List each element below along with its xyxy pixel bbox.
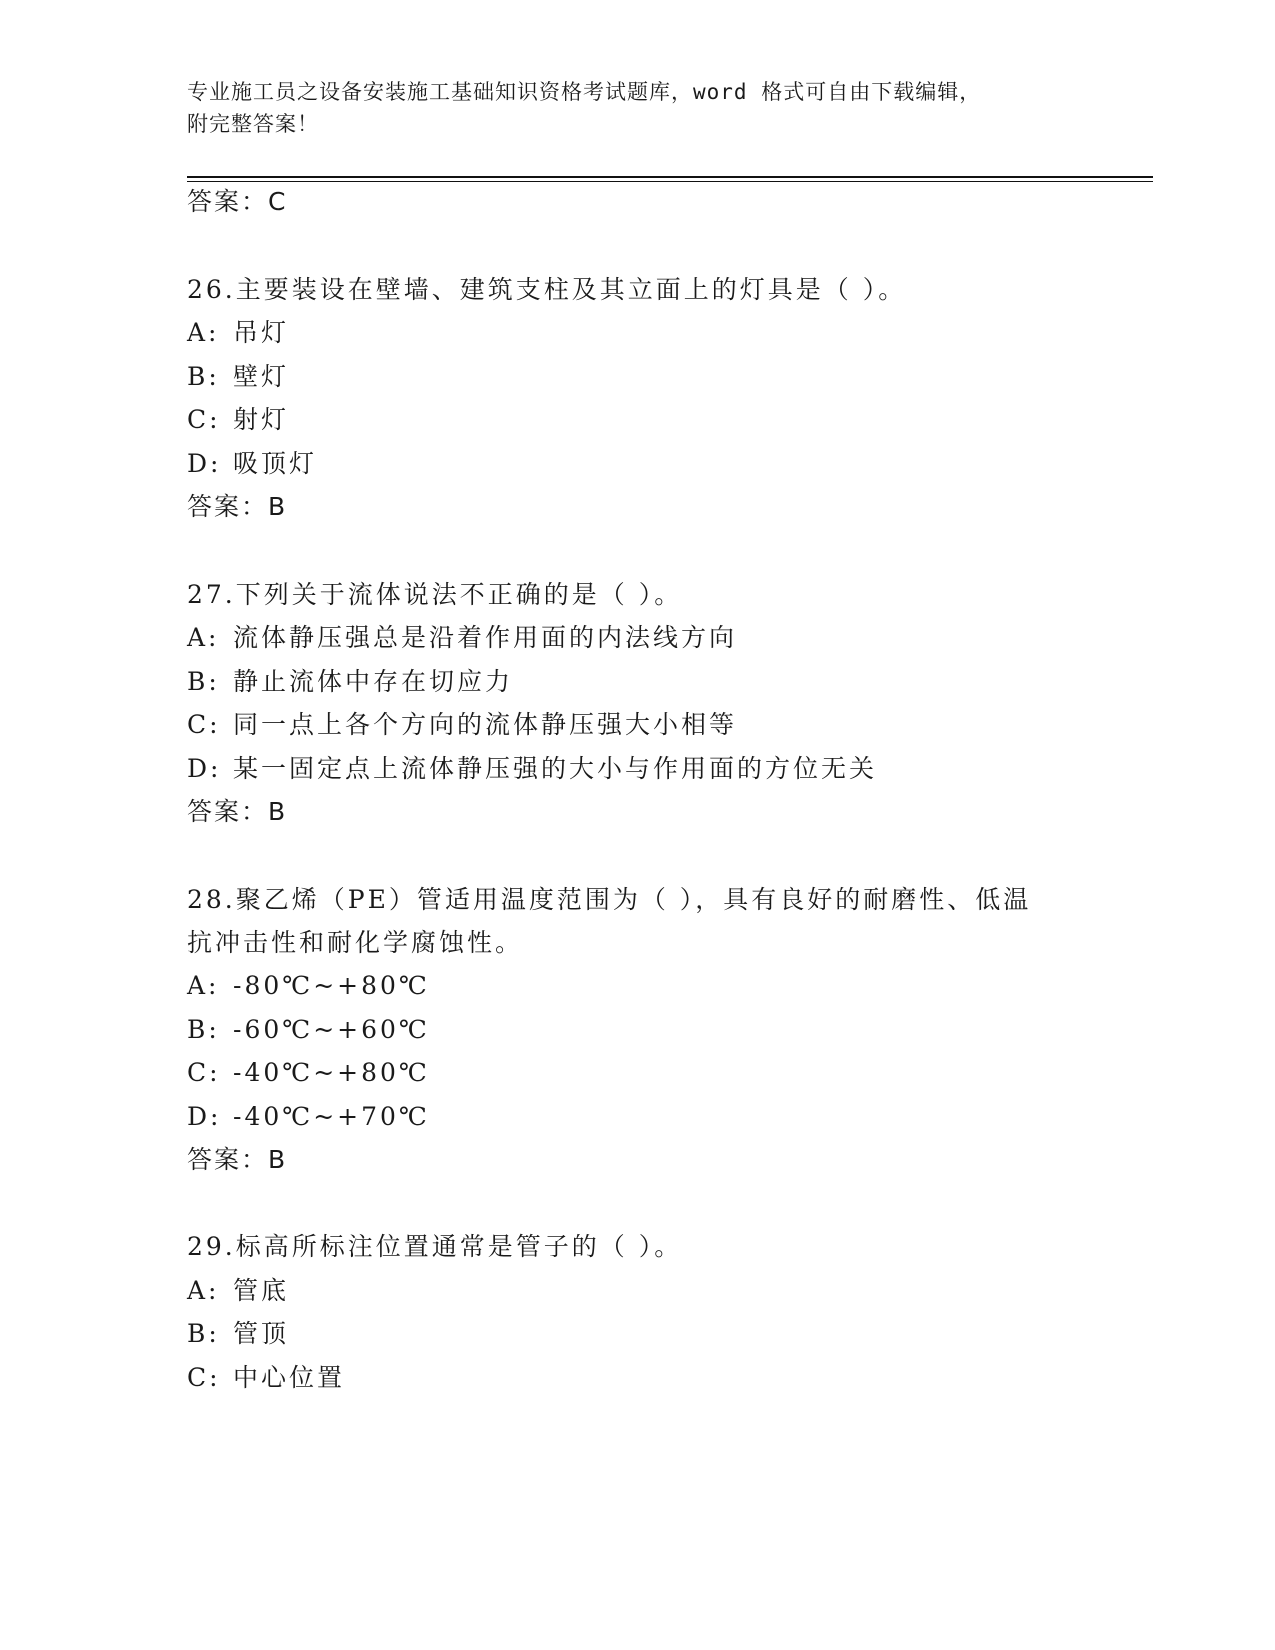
question-28-option-d <box>187 1102 430 1132</box>
question-26-option-d <box>187 449 317 479</box>
question-26-option-c <box>187 405 289 435</box>
option-letter: D: <box>187 1102 222 1131</box>
option-text: 吸顶灯 <box>233 449 318 478</box>
option-text: 吊灯 <box>233 318 290 347</box>
option-text: 某一固定点上流体静压强的大小与作用面的方位无关 <box>233 754 878 783</box>
answer-25: 答案：C <box>187 187 288 216</box>
question-28-text-line-2: 抗冲击性和耐化学腐蚀性。 <box>187 928 524 957</box>
option-text: -60℃~+60℃ <box>233 1015 430 1044</box>
document-header <box>187 76 1087 140</box>
option-letter: C: <box>187 1058 221 1087</box>
option-letter: D: <box>187 449 222 478</box>
option-letter: C: <box>187 405 221 434</box>
question-28-option-c <box>187 1058 430 1088</box>
option-letter: B: <box>187 1015 220 1044</box>
option-text: -40℃~+70℃ <box>233 1102 430 1131</box>
option-letter: B: <box>187 1319 220 1348</box>
question-26-option-b <box>187 362 289 392</box>
question-29-option-c <box>187 1363 345 1393</box>
option-letter: D: <box>187 754 222 783</box>
answer-27: 答案：B <box>187 797 288 826</box>
option-text: 静止流体中存在切应力 <box>233 667 514 696</box>
option-text: -40℃~+80℃ <box>233 1058 430 1087</box>
option-text: 管顶 <box>233 1319 290 1348</box>
option-letter: C: <box>187 1363 221 1392</box>
answer-28: 答案：B <box>187 1145 288 1174</box>
question-27-option-d <box>187 754 877 784</box>
option-letter: A: <box>187 318 220 347</box>
header-rule-thick <box>187 176 1153 178</box>
header-rule-thin <box>187 181 1153 182</box>
question-26-text: 26.主要装设在壁墙、建筑支柱及其立面上的灯具是（ ）。 <box>187 275 907 304</box>
question-26-option-a <box>187 318 289 348</box>
question-27-option-c <box>187 710 737 740</box>
question-28-text-line-1: 28.聚乙烯（PE）管适用温度范围为（ ），具有良好的耐磨性、低温 <box>187 885 1032 914</box>
question-29-option-a <box>187 1276 289 1306</box>
option-text: 流体静压强总是沿着作用面的内法线方向 <box>233 623 738 652</box>
option-text: 壁灯 <box>233 362 290 391</box>
option-text: -80℃~+80℃ <box>233 971 430 1000</box>
question-27-text: 27.下列关于流体说法不正确的是（ ）。 <box>187 580 683 609</box>
option-letter: B: <box>187 362 220 391</box>
option-letter: B: <box>187 667 220 696</box>
header-line-1: 专业施工员之设备安装施工基础知识资格考试题库，word 格式可自由下载编辑， <box>187 80 982 104</box>
question-27-option-a <box>187 623 737 653</box>
option-text: 同一点上各个方向的流体静压强大小相等 <box>233 710 738 739</box>
option-text: 射灯 <box>233 405 290 434</box>
option-letter: A: <box>187 623 220 652</box>
option-letter: A: <box>187 1276 220 1305</box>
option-text: 中心位置 <box>233 1363 346 1392</box>
question-28-option-b <box>187 1015 430 1045</box>
question-29-text: 29.标高所标注位置通常是管子的（ ）。 <box>187 1232 683 1261</box>
question-28-option-a <box>187 971 430 1001</box>
answer-26: 答案：B <box>187 492 288 521</box>
question-27-option-b <box>187 667 513 697</box>
option-text: 管底 <box>233 1276 290 1305</box>
option-letter: C: <box>187 710 221 739</box>
question-29-option-b <box>187 1319 289 1349</box>
header-line-2: 附完整答案！ <box>187 112 319 136</box>
option-letter: A: <box>187 971 220 1000</box>
